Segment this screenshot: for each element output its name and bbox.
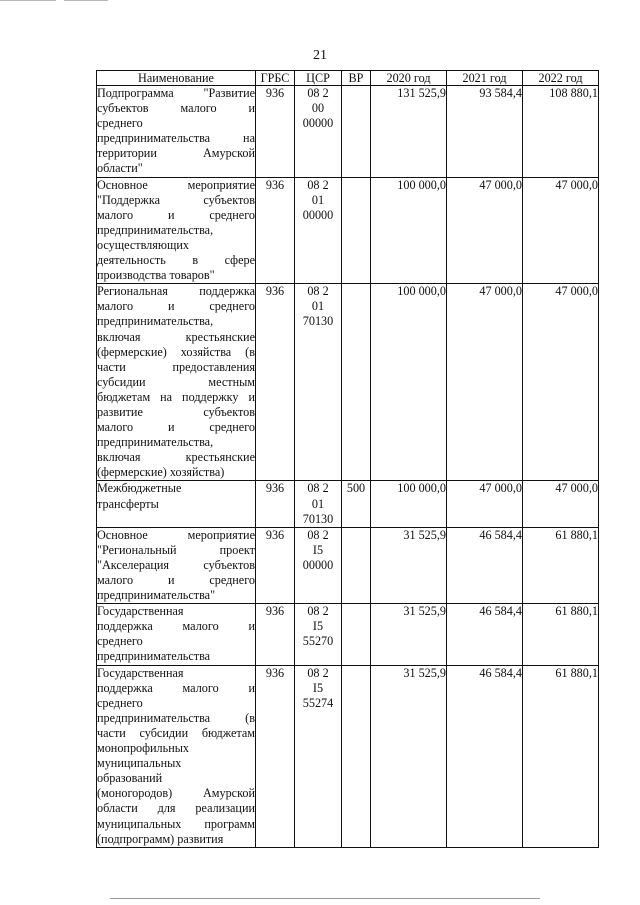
row-name-line: "Акселерация субъектов [97, 557, 255, 572]
row-y2021-cell: 47 000,0 [447, 177, 523, 284]
row-csr-line: 08 2 [307, 284, 329, 299]
header-csr: ЦСР [295, 71, 342, 86]
row-vr-cell [342, 665, 371, 847]
row-name-line: "Региональный проект [97, 542, 255, 557]
row-grbs-cell: 936 [256, 604, 295, 665]
row-name-line: муниципальных [97, 756, 182, 771]
row-vr-cell [342, 527, 371, 603]
row-name-line: предпринимательства (в [97, 710, 255, 725]
row-name-line: Межбюджетные [97, 481, 182, 496]
row-name-line: части предоставления [97, 359, 255, 374]
row-vr-cell [342, 177, 371, 284]
row-y2022-cell: 61 880,1 [523, 604, 599, 665]
row-csr-cell [295, 86, 342, 178]
row-csr-line: I5 [312, 542, 324, 557]
header-name: Наименование [97, 71, 256, 86]
row-vr-cell [342, 86, 371, 178]
row-name-line: поддержка малого и [97, 680, 255, 695]
row-name-line: Государственная [97, 604, 184, 619]
table-row [97, 177, 599, 284]
row-name-cell [97, 604, 256, 665]
row-y2020-cell: 31 525,9 [371, 527, 447, 603]
row-name-line: части субсидии бюджетам [97, 725, 255, 740]
row-csr-line: 08 2 [307, 481, 329, 496]
row-name-line: (фермерские) хозяйства) [97, 465, 225, 480]
table-row [97, 481, 599, 527]
row-csr-line: 00000 [302, 207, 334, 222]
row-csr-line: 08 2 [307, 86, 329, 100]
row-name-line: Региональная поддержка [97, 284, 255, 299]
row-name-cell [97, 481, 256, 527]
row-name-line: среднего [97, 634, 143, 649]
row-grbs-cell: 936 [256, 284, 295, 481]
row-name-line: области" [97, 161, 143, 176]
row-csr-line: 55274 [302, 695, 334, 710]
page-number: 21 [313, 48, 327, 63]
row-csr-line: 00 [311, 101, 325, 116]
row-name-line: предпринимательства, [97, 435, 214, 450]
row-csr-line: 08 2 [307, 527, 329, 542]
row-y2021-cell: 47 000,0 [447, 284, 523, 481]
row-name-line: монопрофильных [97, 741, 189, 756]
row-csr-line: 70130 [302, 314, 334, 329]
row-csr-line: 01 [311, 496, 325, 511]
row-y2022-cell: 47 000,0 [523, 284, 599, 481]
row-name-line: предпринимательства" [97, 588, 216, 603]
row-name-cell [97, 665, 256, 847]
scan-top-line [64, 0, 108, 1]
row-y2021-cell: 46 584,4 [447, 604, 523, 665]
row-name-line: предпринимательства, [97, 314, 214, 329]
row-name-line: образований [97, 771, 163, 786]
row-name-line: производства товаров" [97, 268, 215, 283]
row-y2022-cell: 61 880,1 [523, 527, 599, 603]
budget-table [96, 70, 599, 848]
table-header-row [97, 71, 599, 86]
row-csr-line: I5 [312, 680, 324, 695]
table-row [97, 284, 599, 481]
row-grbs-cell: 936 [256, 481, 295, 527]
row-name-line: среднего [97, 116, 143, 131]
row-csr-line: 08 2 [307, 177, 329, 192]
row-grbs-cell: 936 [256, 86, 295, 178]
row-name-line: предпринимательства [97, 649, 211, 664]
row-name-line: малого и среднего [97, 573, 255, 587]
row-grbs-cell: 936 [256, 177, 295, 284]
row-vr-cell: 500 [342, 481, 371, 527]
row-name-line: территории Амурской [97, 146, 255, 161]
row-csr-line: I5 [312, 619, 324, 634]
row-y2020-cell: 131 525,9 [371, 86, 447, 178]
row-csr-cell [295, 665, 342, 847]
row-y2021-cell: 46 584,4 [447, 665, 523, 847]
row-y2020-cell: 100 000,0 [371, 481, 447, 527]
row-csr-line: 55270 [302, 634, 334, 649]
row-csr-cell [295, 177, 342, 284]
row-csr-cell [295, 284, 342, 481]
row-name-line: осуществляющих [97, 237, 189, 252]
row-y2022-cell: 47 000,0 [523, 177, 599, 284]
row-name-line: малого и среднего [97, 207, 255, 222]
row-name-line: Государственная [97, 665, 184, 680]
row-y2020-cell: 31 525,9 [371, 604, 447, 665]
row-name-line: трансферты [97, 496, 159, 511]
row-name-line: поддержка малого и [97, 619, 255, 634]
row-y2021-cell: 93 584,4 [447, 86, 523, 178]
row-csr-line: 00000 [302, 557, 334, 572]
row-name-cell [97, 177, 256, 284]
table-row [97, 665, 599, 847]
row-name-cell [97, 86, 256, 178]
row-csr-cell [295, 481, 342, 527]
row-name-line: включая крестьянские [97, 450, 255, 465]
row-name-line: "Поддержка субъектов [97, 192, 255, 207]
row-name-line: предпринимательства, [97, 222, 214, 237]
row-y2020-cell: 100 000,0 [371, 177, 447, 284]
table-body [97, 86, 599, 848]
row-name-line: Основное мероприятие [97, 177, 255, 192]
row-y2022-cell: 61 880,1 [523, 665, 599, 847]
row-csr-line: 70130 [302, 511, 334, 526]
header-vr: ВР [342, 71, 371, 86]
row-name-line: включая крестьянские [97, 329, 255, 344]
row-name-line: (фермерские) хозяйства (в [97, 344, 255, 359]
row-name-cell [97, 527, 256, 603]
scan-bottom-line [110, 898, 540, 899]
row-name-line: малого и среднего [97, 299, 255, 314]
header-2021: 2021 год [447, 71, 523, 86]
row-csr-line: 08 2 [307, 604, 329, 619]
header-2022: 2022 год [523, 71, 599, 86]
row-grbs-cell: 936 [256, 527, 295, 603]
row-csr-cell [295, 604, 342, 665]
row-vr-cell [342, 284, 371, 481]
row-csr-cell [295, 527, 342, 603]
row-name-line: Основное мероприятие [97, 527, 255, 542]
row-name-line: Подпрограмма "Развитие [97, 86, 255, 100]
row-name-line: субъектов малого и [97, 101, 255, 116]
row-grbs-cell: 936 [256, 665, 295, 847]
scan-top-line [0, 0, 56, 1]
row-y2020-cell: 31 525,9 [371, 665, 447, 847]
row-csr-line: 01 [311, 299, 325, 314]
row-name-line: области для реализации [97, 801, 255, 816]
row-y2022-cell: 47 000,0 [523, 481, 599, 527]
row-name-line: (моногородов) Амурской [97, 786, 255, 801]
row-name-line: среднего [97, 695, 143, 710]
row-name-line: развитие субъектов [97, 404, 255, 419]
row-name-line: субсидии местным [97, 374, 255, 389]
row-name-line: бюджетам на поддержку и [97, 389, 255, 404]
row-y2022-cell: 108 880,1 [523, 86, 599, 178]
row-name-line: (подпрограмм) развития [97, 831, 224, 846]
row-name-line: деятельность в сфере [97, 253, 255, 268]
row-vr-cell [342, 604, 371, 665]
row-name-line: предпринимательства на [97, 131, 255, 146]
header-2020: 2020 год [371, 71, 447, 86]
row-name-cell [97, 284, 256, 481]
row-csr-line: 00000 [302, 116, 334, 131]
row-name-line: муниципальных программ [97, 816, 255, 831]
table-row [97, 86, 599, 178]
table-row [97, 604, 599, 665]
header-grbs: ГРБС [256, 71, 295, 86]
row-y2021-cell: 47 000,0 [447, 481, 523, 527]
row-name-line: малого и среднего [97, 420, 255, 435]
row-y2020-cell: 100 000,0 [371, 284, 447, 481]
row-csr-line: 08 2 [307, 665, 329, 680]
row-y2021-cell: 46 584,4 [447, 527, 523, 603]
row-csr-line: 01 [311, 192, 325, 207]
table-row [97, 527, 599, 603]
